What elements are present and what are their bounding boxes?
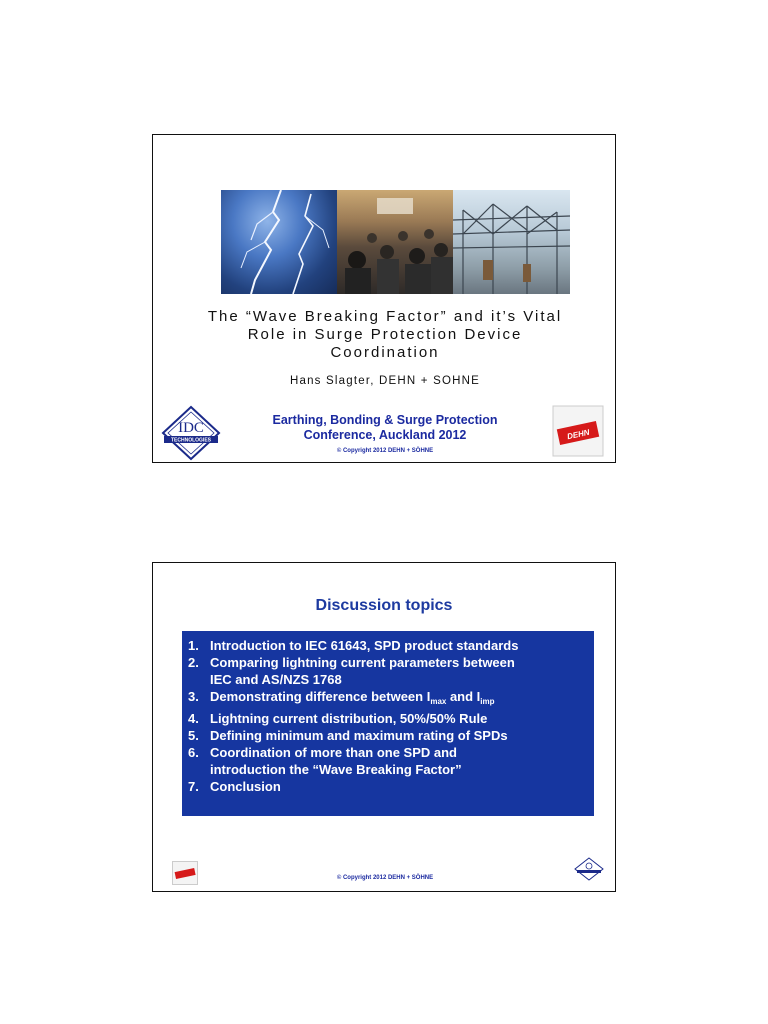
conference-line: Earthing, Bonding & Surge Protection — [272, 413, 498, 427]
conference-photo — [337, 190, 453, 294]
topic-text: Comparing lightning current parameters between — [210, 655, 515, 670]
topic-item — [182, 727, 594, 744]
idc-logo — [159, 405, 223, 461]
topic-item — [182, 710, 594, 727]
topic-item — [182, 778, 594, 795]
title-line: Coordination — [330, 344, 440, 361]
topic-text: Lightning current distribution, 50%/50% Rule — [210, 711, 488, 726]
topic-text — [210, 688, 594, 710]
header-photo-strip — [221, 190, 570, 294]
title-line: The “Wave Breaking Factor” and it’s Vital — [207, 308, 563, 325]
topic-text: Conclusion — [210, 779, 281, 794]
topic-text: Coordination of more than one SPD and — [210, 745, 457, 760]
topic-item — [182, 654, 594, 688]
dehn-logo — [552, 405, 604, 457]
subscript-imp: imp — [480, 697, 495, 706]
topic-number: 3. — [188, 689, 199, 704]
topic-number: 2. — [188, 655, 199, 670]
author-line: Hans Slagter, DEHN + SOHNE — [289, 375, 481, 387]
topic-item — [182, 688, 594, 710]
topic-text: IEC and AS/NZS 1768 — [210, 672, 342, 687]
topic-text-mid: and I — [446, 689, 481, 704]
topic-text: Introduction to IEC 61643, SPD product standards — [210, 638, 519, 653]
subscript-max: max — [430, 697, 447, 706]
dehn-logo-small — [172, 861, 198, 885]
topic-number: 1. — [188, 638, 199, 653]
topics-list — [182, 637, 594, 795]
topic-number: 4. — [188, 711, 199, 726]
idc-logo-subtext: TECHNOLOGIES — [170, 437, 212, 444]
slide-discussion-topics — [152, 562, 616, 892]
slide-heading: Discussion topics — [315, 597, 453, 614]
topic-text-prefix: Demonstrating difference between I — [210, 689, 431, 704]
copyright-text: © Copyright 2012 DEHN + SÖHNE — [336, 875, 434, 881]
topic-item — [182, 744, 594, 778]
lightning-photo — [221, 190, 337, 294]
topic-number: 5. — [188, 728, 199, 743]
copyright-text: © Copyright 2012 DEHN + SÖHNE — [336, 448, 434, 454]
topic-number: 7. — [188, 779, 199, 794]
slide-title — [152, 134, 616, 463]
title-line: Role in Surge Protection Device — [247, 326, 523, 343]
dehn-logo-text: DEHN — [566, 427, 591, 442]
topic-number: 6. — [188, 745, 199, 760]
conference-name — [243, 413, 527, 443]
idc-logo-text: IDC — [178, 420, 204, 436]
idc-logo-small — [574, 857, 604, 881]
topic-text: Defining minimum and maximum rating of SPDs — [210, 728, 508, 743]
topic-item — [182, 637, 594, 654]
topic-text: introduction the “Wave Breaking Factor” — [210, 762, 462, 777]
conference-line: Conference, Auckland 2012 — [303, 428, 467, 442]
substation-photo — [453, 190, 570, 294]
topics-box — [182, 631, 594, 816]
presentation-title — [193, 308, 577, 362]
